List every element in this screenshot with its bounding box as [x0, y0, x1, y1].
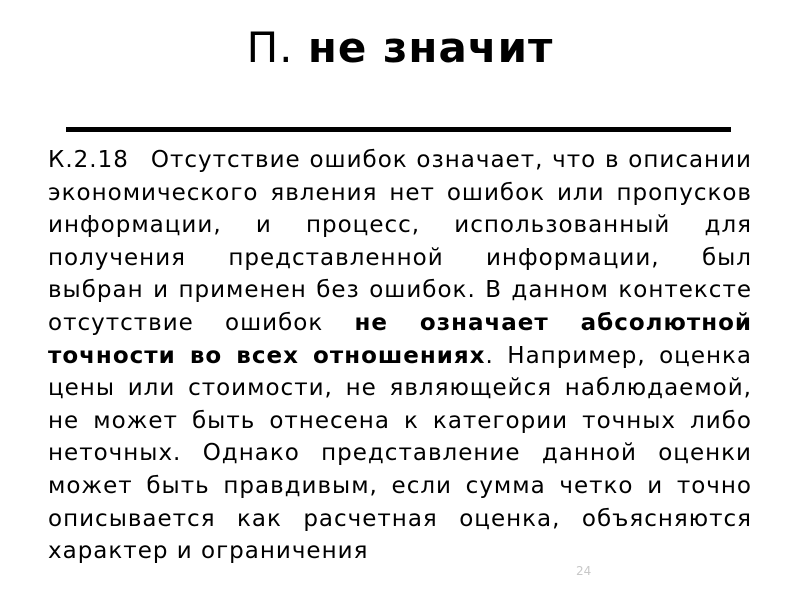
paragraph-bold-phrase: не означает абсолютной точности во всех отношениях — [48, 309, 753, 369]
paragraph-number: К.2.18 — [48, 147, 129, 173]
paragraph-text-part2: . Например, оценка цены или стоимости, не являющейся наблюдаемой, не может быть отнесена к категории точных либо неточных. Однако представление данной оценки может быть правдивым, если сумма четко и точно описывается как расчетная оценка, объясняются характер и ограничения — [48, 342, 752, 565]
title-prefix: П. — [246, 23, 294, 72]
paragraph-text-part1: Отсутствие ошибок означает, что в описании экономического явления нет ошибок или пропусков информации, и процесс, использованный для получения представленной информации, был выбран и применен без ошибок. В данном контексте отсутствие ошибок — [48, 147, 752, 336]
title-divider — [66, 127, 731, 132]
paragraph-k2-18 — [48, 144, 752, 568]
page-number: 24 — [576, 564, 592, 578]
title-emphasis: не значит — [307, 23, 554, 72]
slide-title — [0, 20, 800, 76]
